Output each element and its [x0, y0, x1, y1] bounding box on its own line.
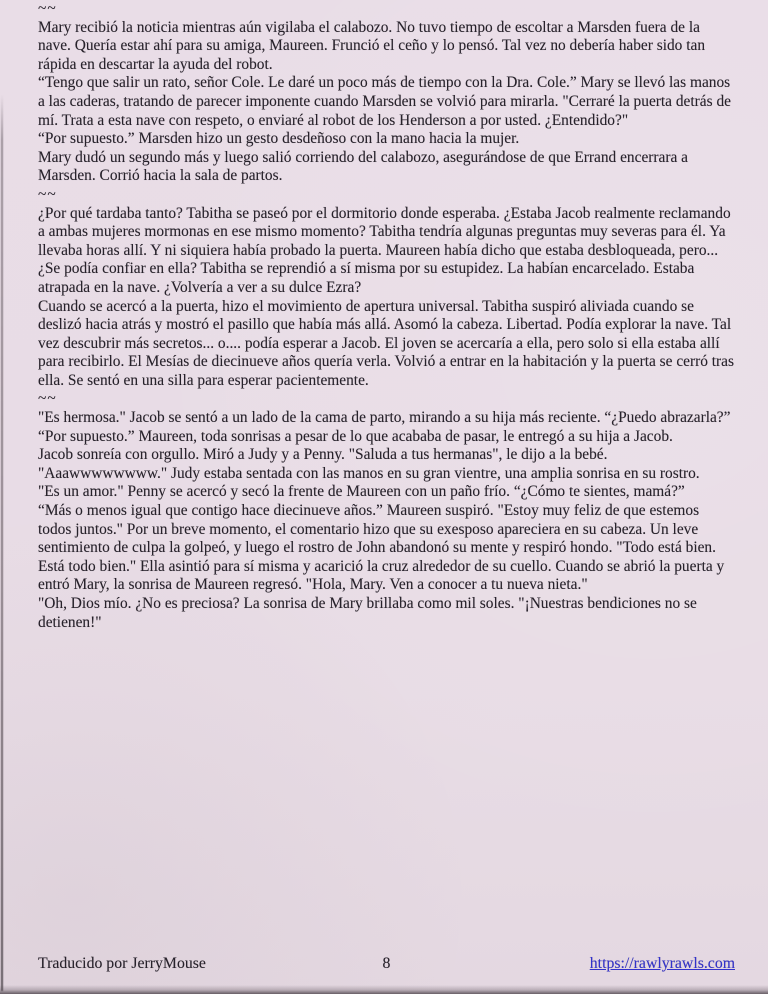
story-paragraph: “Por supuesto.” Marsden hizo un gesto desdeñoso con la mano hacia la mujer. [38, 130, 520, 148]
section-separator: ~~ [38, 185, 57, 203]
story-paragraph: “Por supuesto.” Maureen, toda sonrisas a pesar de lo que acababa de pasar, le entregó a su hija a Jacob. [38, 427, 673, 445]
story-paragraph: "Oh, Dios mío. ¿No es preciosa? La sonrisa de Mary brillaba como mil soles. "¡Nuestras bendiciones no se detienen!" [38, 595, 697, 631]
page-number: 8 [382, 955, 391, 972]
page-footer [38, 954, 735, 973]
story-paragraph: Cuando se acercó a la puerta, hizo el movimiento de apertura universal. Tabitha suspiró aliviada cuando se deslizó hacia atrás y mostró el pasillo que había más allá. Asomó la cabeza. Libertad. Podía explorar la nave. Tal vez descubrir más secretos... o.... podía esperar a Jacob. El joven se acercaría a ella, pero solo si ella estaba allí para recibirlo. El Mesías de diecinueve años quería verla. Volvió a entrar en la habitación y la puerta se cerró tras ella. Se sentó en una silla para esperar pacientemente. [38, 297, 734, 389]
story-paragraph: “Tengo que salir un rato, señor Cole. Le daré un poco más de tiempo con la Dra. Cole.” Mary se llevó las manos a las caderas, tratando de parecer imponente cuando Marsden se volvió para mirarla. "Cerraré la puerta detrás de mí. Trata a esta nave con respeto, o enviaré al robot de los Henderson a por usted. ¿Entendido?" [38, 74, 731, 129]
story-paragraph: Mary recibió la noticia mientras aún vigilaba el calabozo. No tuvo tiempo de escoltar a Marsden fuera de la nave. Quería estar ahí para su amiga, Maureen. Frunció el ceño y lo pensó. Tal vez no debería haber sido tan rápida en descartar la ayuda del robot. [38, 18, 706, 73]
story-paragraph: "Aaawwwwwwww." Judy estaba sentada con las manos en su gran vientre, una amplia sonrisa en su rostro. [38, 464, 700, 482]
footer-link[interactable]: https://rawlyrawls.com [589, 955, 735, 972]
scan-bottom-edge-artifact [0, 985, 768, 994]
story-paragraph: ¿Por qué tardaba tanto? Tabitha se paseó por el dormitorio donde esperaba. ¿Estaba Jacob realmente reclamando a ambas mujeres mormonas en ese mismo momento? Tabitha tendría algunas preguntas muy severas para él. Ya llevaba horas allí. Y ni siquiera había probado la puerta. Maureen había dicho que estaba desbloqueada, pero... ¿Se podía confiar en ella? Tabitha se reprendió a sí misma por su estupidez. La habían encarcelado. Estaba atrapada en la nave. ¿Volvería a ver a su dulce Ezra? [38, 204, 731, 296]
story-paragraph: Jacob sonreía con orgullo. Miró a Judy y a Penny. "Saluda a tus hermanas", le dijo a la bebé. [38, 446, 608, 464]
section-separator: ~~ [38, 0, 57, 17]
story-paragraph: Mary dudó un segundo más y luego salió corriendo del calabozo, asegurándose de que Errand encerrara a Marsden. Corrió hacia la sala de partos. [38, 148, 689, 185]
translator-credit: Traducido por JerryMouse [38, 955, 206, 972]
story-text-column [38, 0, 735, 632]
section-separator: ~~ [38, 390, 57, 408]
story-paragraph: “Más o menos igual que contigo hace diecinueve años.” Maureen suspiró. "Estoy muy feliz de que estemos todos juntos." Por un breve momento, el comentario hizo que su exesposo apareciera en su cabeza. Un leve sentimiento de culpa la golpeó, y luego el rostro de John abandonó su mente y respiró hondo. "Todo está bien. Está todo bien." Ella asintió para sí misma y acarició la cruz alrededor de su cuello. Cuando se abrió la puerta y entró Mary, la sonrisa de Maureen regresó. "Hola, Mary. Ven a conocer a tu nueva nieta." [38, 502, 725, 594]
scan-left-edge-artifact [1, 95, 3, 991]
story-paragraph: "Es un amor." Penny se acercó y secó la frente de Maureen con un paño frío. “¿Cómo te sientes, mamá?” [38, 483, 685, 501]
story-paragraph: "Es hermosa." Jacob se sentó a un lado de la cama de parto, mirando a su hija más reciente. “¿Puedo abrazarla?” [38, 409, 731, 427]
